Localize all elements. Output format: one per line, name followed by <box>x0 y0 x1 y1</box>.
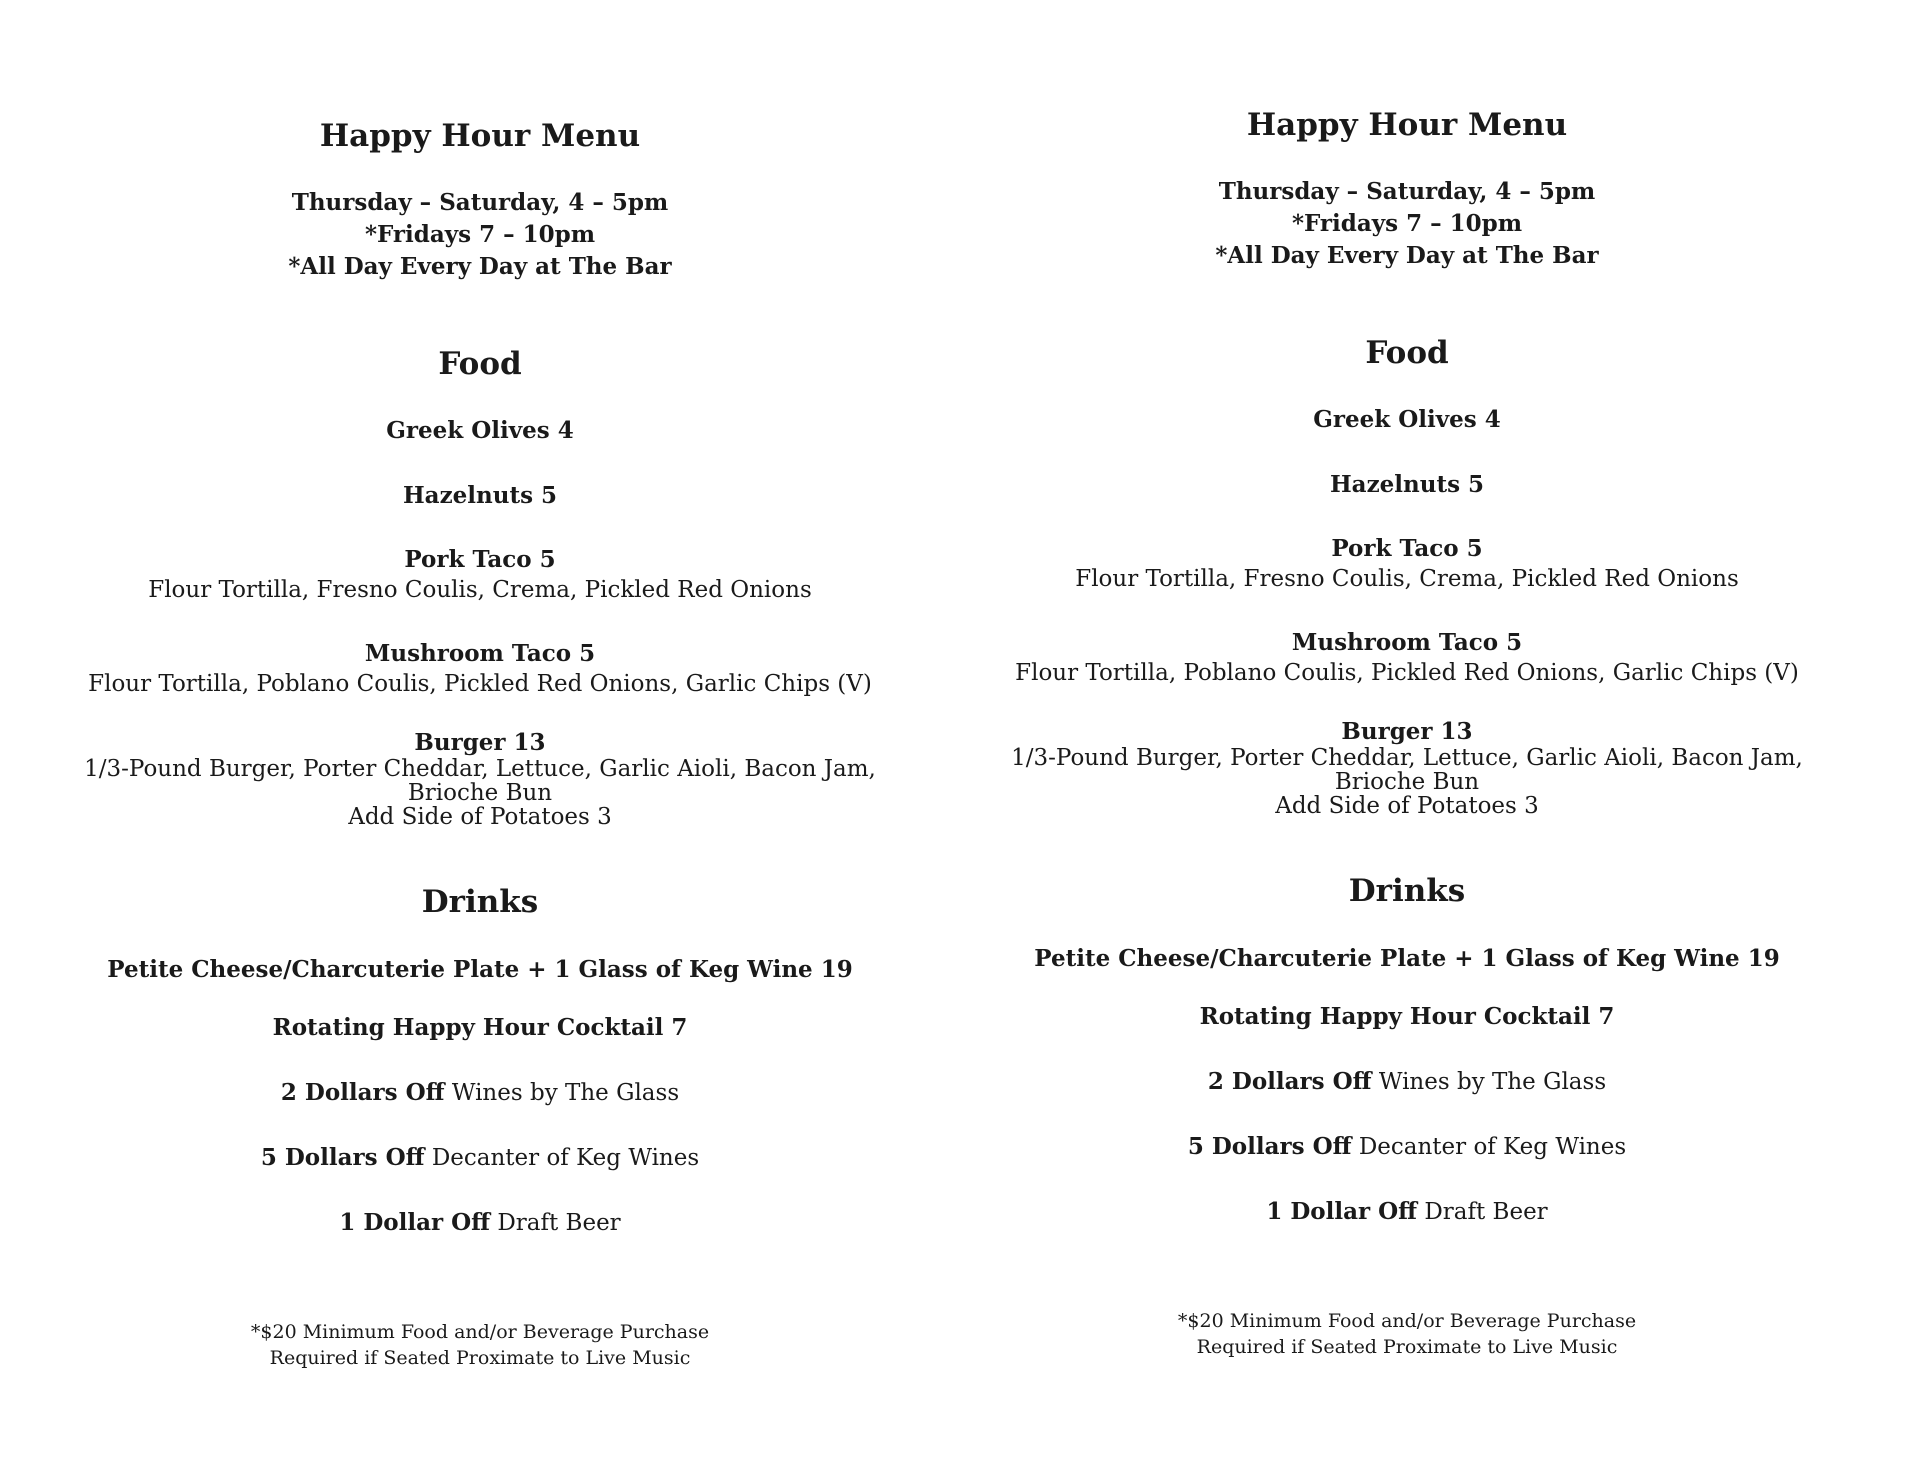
item-name: Burger 13 <box>414 729 546 756</box>
drink-discount: 1 Dollar Off <box>339 1209 491 1236</box>
drink-decanter <box>0 1143 960 1173</box>
menu-item-hazelnuts <box>0 481 960 511</box>
footnote-line: Required if Seated Proximate to Live Music <box>269 1347 691 1369</box>
item-description: 1/3-Pound Burger, Porter Cheddar, Lettuce, Garlic Aioli, Bacon Jam, <box>84 756 876 782</box>
drink-name: Draft Beer <box>1424 1199 1548 1225</box>
item-name: Hazelnuts 5 <box>1329 471 1485 498</box>
drink-beer <box>0 1208 960 1238</box>
menu-item-greek-olives <box>960 405 1887 435</box>
hours-line: *All Day Every Day at The Bar <box>1215 242 1599 269</box>
item-description: Flour Tortilla, Poblano Coulis, Pickled Red Onions, Garlic Chips (V) <box>1015 660 1799 686</box>
item-description: Flour Tortilla, Fresno Coulis, Crema, Pickled Red Onions <box>148 577 812 603</box>
item-description: Brioche Bun <box>407 780 553 806</box>
item-name: Greek Olives 4 <box>386 417 574 444</box>
drink-name: Petite Cheese/Charcuterie Plate + 1 Glass of Keg Wine 19 <box>1034 945 1780 972</box>
drink-cocktail <box>960 1002 1887 1032</box>
footnote-line: *$20 Minimum Food and/or Beverage Purchase <box>1177 1310 1637 1332</box>
menu-item-pork-taco <box>960 534 1887 594</box>
drink-discount: 2 Dollars Off <box>280 1079 445 1106</box>
drink-discount: 2 Dollars Off <box>1207 1068 1372 1095</box>
menu-item-mushroom-taco <box>960 628 1887 688</box>
item-description: Brioche Bun <box>1334 769 1480 795</box>
drink-name: Decanter of Keg Wines <box>1358 1134 1627 1160</box>
drink-discount: 5 Dollars Off <box>260 1144 425 1171</box>
drink-beer <box>960 1197 1887 1227</box>
menu-item-burger <box>0 729 960 829</box>
item-name: Burger 13 <box>1341 718 1473 745</box>
menu-title: Happy Hour Menu <box>319 118 641 154</box>
drink-wines-glass <box>960 1067 1887 1097</box>
food-heading: Food <box>438 346 522 382</box>
drink-name: Rotating Happy Hour Cocktail 7 <box>272 1014 688 1041</box>
hours-line: *Fridays 7 – 10pm <box>364 221 596 248</box>
drink-name: Decanter of Keg Wines <box>431 1145 700 1171</box>
hours-line: Thursday – Saturday, 4 – 5pm <box>291 189 669 216</box>
drink-name: Petite Cheese/Charcuterie Plate + 1 Glass of Keg Wine 19 <box>107 956 853 983</box>
item-name: Mushroom Taco 5 <box>1291 629 1523 656</box>
menu-item-hazelnuts <box>960 470 1887 500</box>
drinks-heading: Drinks <box>1348 873 1466 909</box>
item-addon: Add Side of Potatoes 3 <box>348 804 612 830</box>
item-name: Pork Taco 5 <box>404 546 556 573</box>
drink-name: Draft Beer <box>497 1210 621 1236</box>
menu-item-greek-olives <box>0 416 960 446</box>
footnote-line: *$20 Minimum Food and/or Beverage Purchase <box>250 1321 710 1343</box>
drink-name: Wines by The Glass <box>1378 1069 1607 1095</box>
food-heading: Food <box>1365 335 1449 371</box>
drink-plate <box>0 955 960 985</box>
drink-wines-glass <box>0 1078 960 1108</box>
menu-item-mushroom-taco <box>0 639 960 699</box>
drink-discount: 1 Dollar Off <box>1266 1198 1418 1225</box>
menu-item-pork-taco <box>0 545 960 605</box>
hours-line: *All Day Every Day at The Bar <box>288 253 672 280</box>
menu-title: Happy Hour Menu <box>1246 107 1568 143</box>
item-name: Pork Taco 5 <box>1331 535 1483 562</box>
drink-plate <box>960 944 1887 974</box>
drink-cocktail <box>0 1013 960 1043</box>
item-addon: Add Side of Potatoes 3 <box>1275 793 1539 819</box>
drinks-heading: Drinks <box>421 884 539 920</box>
menu-item-burger <box>960 718 1887 818</box>
item-description: Flour Tortilla, Poblano Coulis, Pickled Red Onions, Garlic Chips (V) <box>88 671 872 697</box>
drink-decanter <box>960 1132 1887 1162</box>
footnote-line: Required if Seated Proximate to Live Music <box>1196 1336 1618 1358</box>
item-description: Flour Tortilla, Fresno Coulis, Crema, Pickled Red Onions <box>1075 566 1739 592</box>
item-name: Hazelnuts 5 <box>402 482 558 509</box>
item-name: Greek Olives 4 <box>1313 406 1501 433</box>
hours-line: *Fridays 7 – 10pm <box>1291 210 1523 237</box>
drink-name: Rotating Happy Hour Cocktail 7 <box>1199 1003 1615 1030</box>
item-description: 1/3-Pound Burger, Porter Cheddar, Lettuce, Garlic Aioli, Bacon Jam, <box>1011 745 1803 771</box>
drink-discount: 5 Dollars Off <box>1187 1133 1352 1160</box>
item-name: Mushroom Taco 5 <box>364 640 596 667</box>
menu-page-right <box>960 0 1920 1484</box>
drink-name: Wines by The Glass <box>451 1080 680 1106</box>
hours-line: Thursday – Saturday, 4 – 5pm <box>1218 178 1596 205</box>
